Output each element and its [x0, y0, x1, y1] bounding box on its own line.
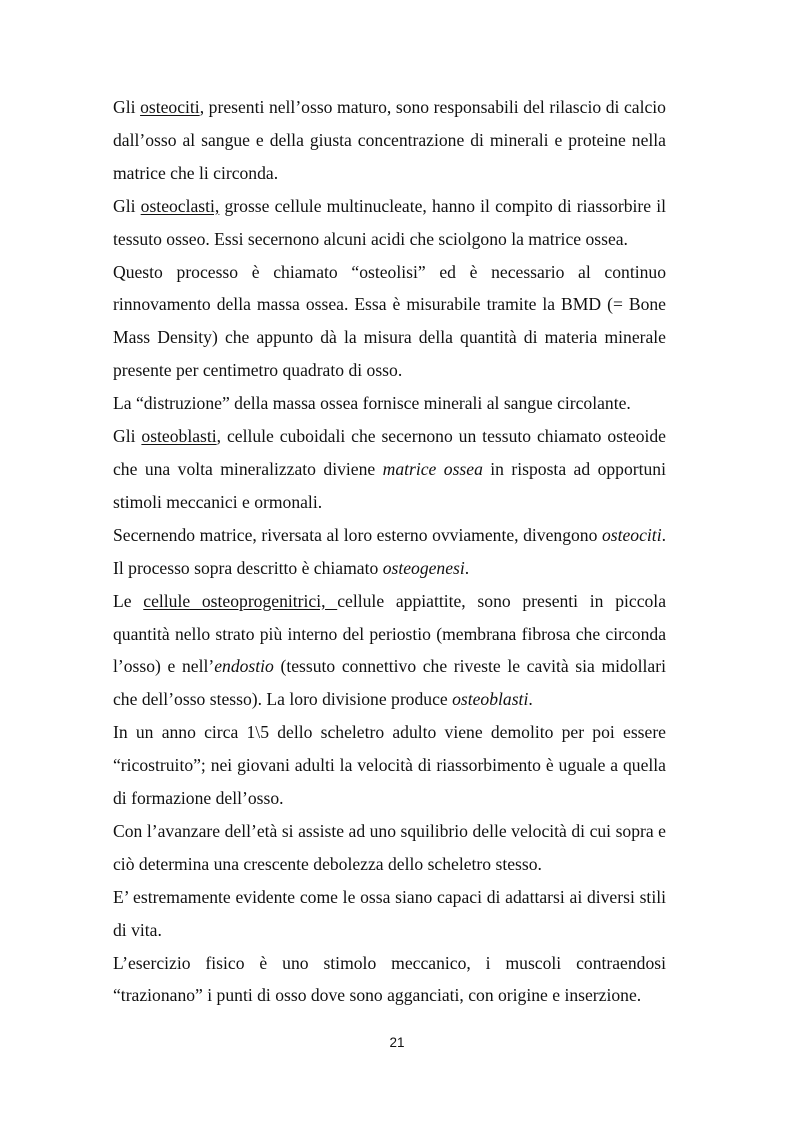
paragraph-distruzione: La “distruzione” della massa ossea fornisce minerali al sangue circolante.: [113, 393, 631, 414]
paragraph-adattarsi: E’ estremamente evidente come le ossa siano capaci di adattarsi ai diversi stili di vita.: [113, 886, 666, 940]
term-matrice-ossea: matrice ossea: [382, 458, 483, 479]
paragraph-osteociti: Gli osteociti, presenti nell’osso maturo, sono responsabili del rilascio di calcio dall’osso al sangue e della giusta concentrazione di minerali e proteine nella matrice che li circonda.: [113, 97, 666, 183]
term-osteoclasti: osteoclasti,: [140, 195, 220, 216]
paragraph-ricostruito: In un anno circa 1\5 dello scheletro adulto viene demolito per poi essere “ricostruito”; nei giovani adulti la velocità di riassorbimento è uguale a quella di formazione dell’osso.: [113, 722, 666, 809]
term-osteociti: osteociti: [140, 97, 200, 117]
document-body: [113, 91, 666, 1012]
term-osteoblasti: osteoblasti: [141, 426, 217, 447]
term-endostio: endostio: [214, 656, 274, 677]
term-cellule-osteoprogenitrici: cellule osteoprogenitrici,: [143, 590, 338, 611]
paragraph-esercizio: L’esercizio fisico è uno stimolo meccanico, i muscoli contraendosi “trazionano” i punti di osso dove sono agganciati, con origine e inserzione.: [113, 952, 666, 1006]
term-osteogenesi: osteogenesi: [382, 557, 465, 578]
term-osteoblasti-italic: osteoblasti: [452, 689, 529, 710]
paragraph-squilibrio: Con l’avanzare dell’età si assiste ad uno squilibrio delle velocità di cui sopra e ciò determina una crescente debolezza dello scheletro stesso.: [113, 820, 666, 874]
paragraph-secernendo: Secernendo matrice, riversata al loro esterno ovviamente, divengono osteociti. Il processo sopra descritto è chiamato osteogenesi.: [113, 524, 666, 578]
paragraph-osteoblasti: Gli osteoblasti, cellule cuboidali che secernono un tessuto chiamato osteoide che una volta mineralizzato diviene matrice ossea in risposta ad opportuni stimoli meccanici e ormonali.: [113, 426, 666, 512]
term-osteociti-italic: osteociti: [601, 524, 662, 545]
page-number: 21: [389, 1035, 405, 1050]
paragraph-osteoprogenitrici: Le cellule osteoprogenitrici, cellule appiattite, sono presenti in piccola quantità nello strato più interno del periostio (membrana fibrosa che circonda l’osso) e nell’endostio (tessuto connettivo che riveste le cavità sia midollari che dell’osso stesso). La loro divisione produce osteoblasti.: [113, 590, 666, 710]
paragraph-osteoclasti: Gli osteoclasti, grosse cellule multinucleate, hanno il compito di riassorbire il tessuto osseo. Essi secernono alcuni acidi che sciolgono la matrice ossea.: [113, 195, 666, 249]
paragraph-osteolisi: Questo processo è chiamato “osteolisi” ed è necessario al continuo rinnovamento della massa ossea. Essa è misurabile tramite la BMD (= Bone Mass Density) che appunto dà la misura della quantità di materia minerale presente per centimetro quadrato di osso.: [113, 261, 666, 381]
